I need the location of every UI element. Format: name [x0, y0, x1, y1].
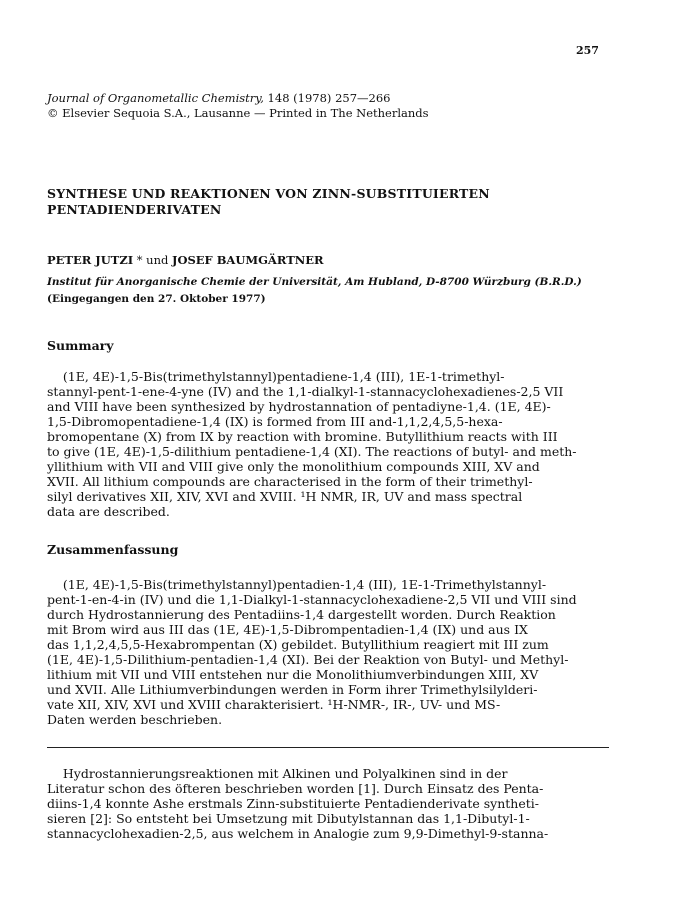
text-line: Hydrostannierungsreaktionen mit Alkinen und Polyalkinen sind in der: [47, 766, 508, 781]
author-line: [47, 253, 324, 268]
text-line: XVII. All lithium compounds are characterised in the form of their trimethyl-: [47, 474, 533, 489]
text-line: (1E, 4E)-1,5-Bis(trimethylstannyl)pentadiene-1,4 (III), 1E-1-trimethyl-: [47, 369, 505, 384]
section-rule: [47, 747, 609, 748]
volume-pages: 148 (1978) 257—266: [263, 91, 391, 105]
text-line: (1E, 4E)-1,5-Dilithium-pentadien-1,4 (XI). Bei der Reaktion von Butyl- und Methyl-: [47, 652, 569, 667]
text-line: to give (1E, 4E)-1,5-dilithium pentadiene-1,4 (XI). The reactions of butyl- and meth-: [47, 444, 577, 459]
citation-line: [47, 91, 429, 106]
text-line: data are described.: [47, 504, 170, 519]
article-title: [47, 186, 490, 218]
text-line: sieren [2]: So entsteht bei Umsetzung mit Dibutylstannan das 1,1-Dibutyl-1-: [47, 811, 530, 826]
publisher-line: © Elsevier Sequoia S.A., Lausanne — Printed in The Netherlands: [47, 106, 429, 120]
text-line: silyl derivatives XII, XIV, XVI and XVIII. ¹H NMR, IR, UV and mass spectral: [47, 489, 523, 504]
text-line: und XVII. Alle Lithiumverbindungen werden in Form ihrer Trimethylsilylderi-: [47, 682, 538, 697]
received-date: (Eingegangen den 27. Oktober 1977): [47, 293, 266, 305]
author-name: PETER JUTZI: [47, 253, 134, 267]
institute-affiliation: Institut für Anorganische Chemie der Universität, Am Hubland, D-8700 Würzburg (B.R.D.): [47, 276, 582, 288]
text-line: vate XII, XIV, XVI und XVIII charakterisiert. ¹H-NMR-, IR-, UV- und MS-: [47, 697, 501, 712]
journal-name: Journal of Organometallic Chemistry,: [47, 91, 264, 105]
zusammenfassung-paragraph: [47, 577, 637, 727]
text-line: durch Hydrostannierung des Pentadiins-1,4 dargestellt worden. Durch Reaktion: [47, 607, 556, 622]
text-line: yllithium with VII and VIII give only the monolithium compounds XIII, XV and: [47, 459, 540, 474]
text-line: (1E, 4E)-1,5-Bis(trimethylstannyl)pentadien-1,4 (III), 1E-1-Trimethylstannyl-: [47, 577, 547, 592]
body-paragraph: [47, 766, 637, 841]
text-line: das 1,1,2,4,5,5-Hexabrompentan (X) gebildet. Butyllithium reagiert mit III zum: [47, 637, 549, 652]
text-line: Literatur schon des öfteren beschrieben worden [1]. Durch Einsatz des Penta-: [47, 781, 544, 796]
footnote-mark: *: [133, 253, 147, 267]
title-line: PENTADIENDERIVATEN: [47, 202, 222, 217]
text-line: mit Brom wird aus III das (1E, 4E)-1,5-Dibrompentadien-1,4 (IX) und aus IX: [47, 622, 528, 637]
text-line: stannyl-pent-1-ene-4-yne (IV) and the 1,1-dialkyl-1-stannacyclohexadienes-2,5 VII: [47, 384, 564, 399]
journal-header: [47, 91, 429, 121]
summary-heading: Summary: [47, 338, 114, 353]
title-line: SYNTHESE UND REAKTIONEN VON ZINN-SUBSTITUIERTEN: [47, 186, 490, 201]
text-line: diins-1,4 konnte Ashe erstmals Zinn-substituierte Pentadienderivate syntheti-: [47, 796, 539, 811]
summary-paragraph: [47, 369, 637, 519]
text-line: 1,5-Dibromopentadiene-1,4 (IX) is formed from III and-1,1,2,4,5,5-hexa-: [47, 414, 503, 429]
text-line: stannacyclohexadien-2,5, aus welchem in Analogie zum 9,9-Dimethyl-9-stanna-: [47, 826, 549, 841]
text-line: lithium mit VII und VIII entstehen nur die Monolithiumverbindungen XIII, XV: [47, 667, 539, 682]
text-line: Daten werden beschrieben.: [47, 712, 223, 727]
zusammenfassung-heading: Zusammenfassung: [47, 542, 179, 557]
author-joiner: und: [146, 253, 173, 267]
page-number: 257: [576, 44, 599, 57]
text-line: bromopentane (X) from IX by reaction with bromine. Butyllithium reacts with III: [47, 429, 558, 444]
text-line: and VIII have been synthesized by hydrostannation of pentadiyne-1,4. (1E, 4E)-: [47, 399, 551, 414]
text-line: pent-1-en-4-in (IV) und die 1,1-Dialkyl-1-stannacyclohexadiene-2,5 VII und VIII sind: [47, 592, 577, 607]
author-name: JOSEF BAUMGÄRTNER: [172, 253, 324, 267]
